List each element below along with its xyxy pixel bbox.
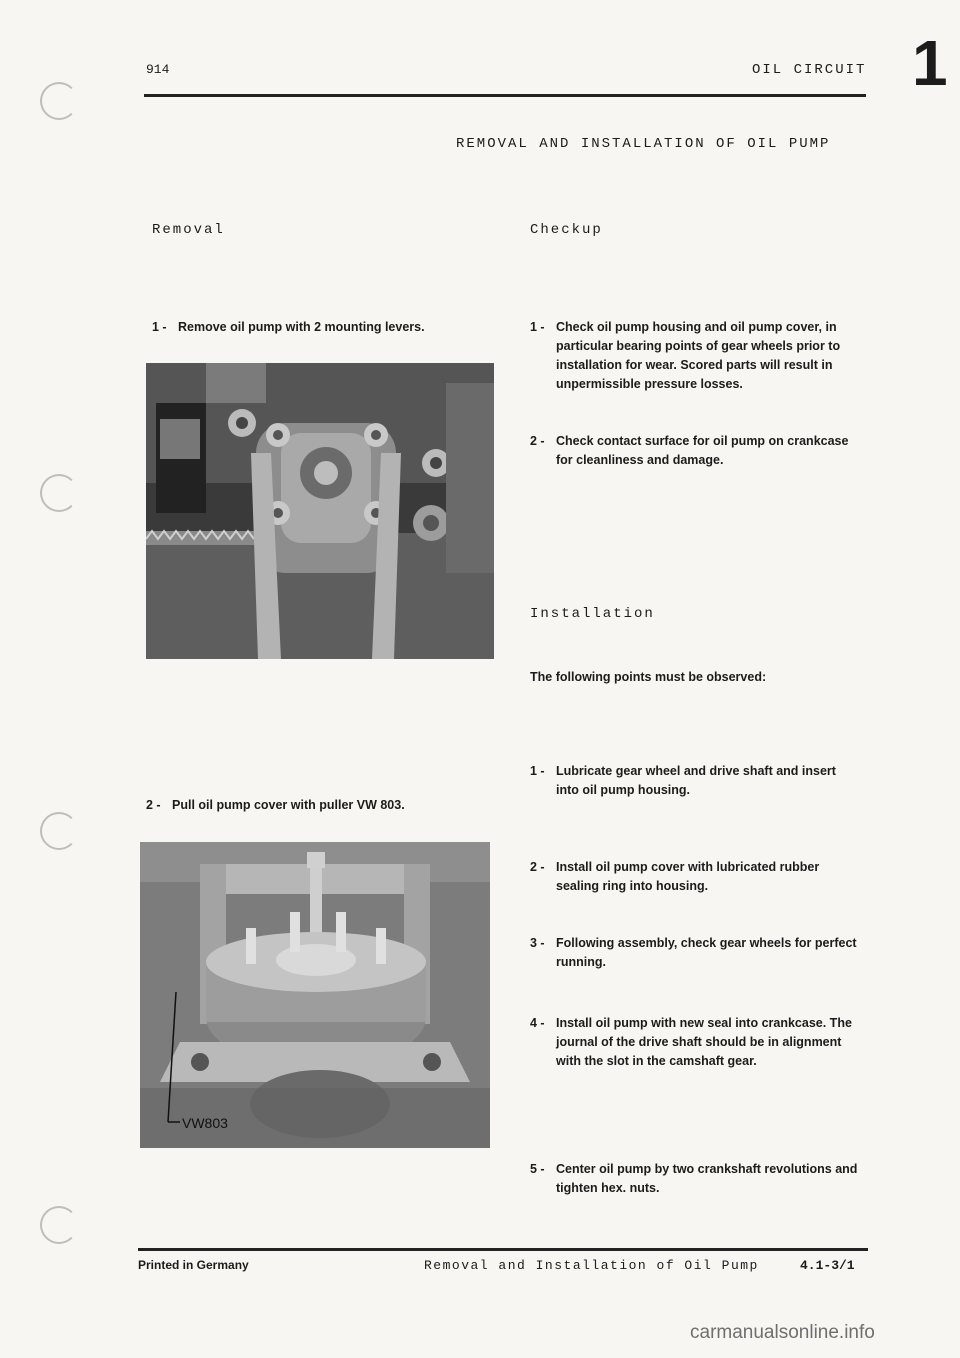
watermark: carmanualsonline.info: [690, 1322, 875, 1343]
footer-rule: [138, 1248, 868, 1251]
step-text: Check contact surface for oil pump on crankcase for cleanliness and damage.: [556, 434, 849, 467]
header-model: 914: [146, 62, 170, 77]
step-text: Install oil pump cover with lubricated rubber sealing ring into housing.: [556, 860, 820, 893]
installation-step-3: [530, 934, 860, 972]
checkup-heading: Checkup: [530, 222, 603, 238]
step-text: Remove oil pump with 2 mounting levers.: [178, 320, 425, 334]
step-text: Install oil pump with new seal into crankcase. The journal of the drive shaft should be in alignment with the slot in the camshaft gear.: [556, 1016, 852, 1068]
step-text: Following assembly, check gear wheels for perfect running.: [556, 936, 857, 969]
oil-pump-removal-photo: [146, 363, 494, 659]
step-number: 1 -: [530, 764, 545, 778]
step-number: 5 -: [530, 1162, 545, 1176]
step-number: 1 -: [530, 320, 545, 334]
installation-heading: Installation: [530, 606, 655, 622]
tool-label: VW803: [182, 1115, 228, 1131]
checkup-step-2: [530, 432, 860, 470]
installation-step-5: [530, 1160, 870, 1198]
footer-page-number: 4.1-3/1: [800, 1258, 855, 1273]
step-text: Check oil pump housing and oil pump cover, in particular bearing points of gear wheels prior to installation for wear. Scored parts will result in unpermissible pressure losses.: [556, 320, 841, 391]
step-number: 2 -: [146, 798, 161, 812]
step-number: 2 -: [530, 860, 545, 874]
binder-hole-mark: [40, 1206, 78, 1244]
step-text: Pull oil pump cover with puller VW 803.: [172, 798, 405, 812]
installation-step-2: [530, 858, 860, 896]
footer-title: Removal and Installation of Oil Pump: [424, 1258, 759, 1273]
removal-step-2: [146, 796, 492, 815]
step-number: 4 -: [530, 1016, 545, 1030]
step-text: Lubricate gear wheel and drive shaft and insert into oil pump housing.: [556, 764, 836, 797]
page-title: REMOVAL AND INSTALLATION OF OIL PUMP: [456, 136, 831, 152]
step-number: 1 -: [152, 320, 167, 334]
binder-hole-mark: [40, 474, 78, 512]
installation-intro: The following points must be observed:: [530, 670, 767, 684]
removal-step-1: [152, 318, 492, 337]
binder-hole-mark: [40, 82, 78, 120]
chapter-number: 1: [912, 27, 948, 99]
header-rule: [144, 94, 866, 97]
installation-step-4: [530, 1014, 866, 1071]
installation-step-1: [530, 762, 860, 800]
header-section-title: OIL CIRCUIT: [752, 62, 867, 78]
step-number: 2 -: [530, 434, 545, 448]
step-text: Center oil pump by two crankshaft revolutions and tighten hex. nuts.: [556, 1162, 858, 1195]
checkup-step-1: [530, 318, 860, 394]
oil-pump-puller-photo: [140, 842, 490, 1148]
binder-hole-mark: [40, 812, 78, 850]
step-number: 3 -: [530, 936, 545, 950]
removal-heading: Removal: [152, 222, 225, 238]
footer-printed-in: Printed in Germany: [138, 1258, 249, 1272]
